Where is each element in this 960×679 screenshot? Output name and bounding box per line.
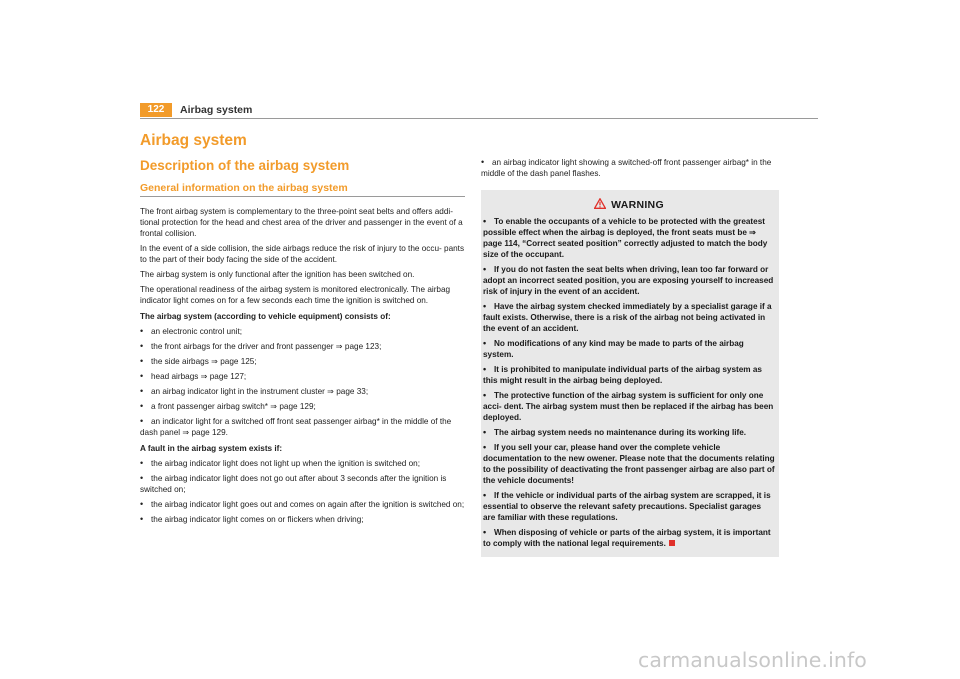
list-item: • the side airbags ⇒ page 125; xyxy=(140,356,257,366)
list-item: • the airbag indicator light does not go out after about 3 seconds after the ignition is switched on; xyxy=(140,473,447,494)
paragraph: The airbag system is only functional after the ignition has been switched on. xyxy=(140,270,415,279)
bullet-icon: • xyxy=(140,371,144,381)
list-item: • an airbag indicator light in the instrument cluster ⇒ page 33; xyxy=(140,386,369,396)
list-item: • the airbag indicator light comes on or flickers when driving; xyxy=(140,514,364,524)
warning-item: • Have the airbag system checked immediately by a specialist garage if a fault exists. Otherwise, there is a risk of the airbag not being activated in the event of an accident. xyxy=(483,301,772,333)
list-item: • a front passenger airbag switch* ⇒ page 129; xyxy=(140,401,316,411)
list-item: • an electronic control unit; xyxy=(140,326,243,336)
warning-item: • If you sell your car, please hand over the complete vehicle documentation to the new owener. Please note that the documents relating to the possibility of deactivating the front passenger airbag are also part of the vehicle documents! xyxy=(483,442,775,485)
paragraph: In the event of a side collision, the side airbags reduce the risk of injury to the occu- pants to the part of their body facing the side of the accident. xyxy=(140,244,465,264)
bullet-icon: • xyxy=(140,401,144,411)
list-item: • the front airbags for the driver and front passenger ⇒ page 123; xyxy=(140,341,382,351)
paragraph: The operational readiness of the airbag system is monitored electronically. The airbag indicator light comes on for a few seconds each time the ignition is switched on. xyxy=(140,285,451,305)
bullet-icon: • xyxy=(483,527,487,537)
warning-item: • If you do not fasten the seat belts when driving, lean too far forward or adopt an incorrect seated position, you are exposing yourself to increased risk of injury in the event of an accident. xyxy=(483,264,774,296)
list-item: • the airbag indicator light goes out and comes on again after the ignition is switched on; xyxy=(140,499,465,509)
warning-item: • To enable the occupants of a vehicle to be protected with the greatest possible effect when the airbag is deployed, the front seats must be ⇒ page 114, “Correct seated position” correctly adjusted to match the body size of the occupant. xyxy=(483,216,768,259)
bullet-icon: • xyxy=(483,301,487,311)
watermark: carmanualsonline.info xyxy=(638,648,867,672)
left-column xyxy=(140,131,465,525)
bullet-icon: • xyxy=(140,341,144,351)
subsection-title: General information on the airbag system xyxy=(140,181,465,197)
bullet-icon: • xyxy=(140,416,144,426)
list-item: • the airbag indicator light does not light up when the ignition is switched on; xyxy=(140,458,420,468)
bullet-icon: • xyxy=(483,338,487,348)
warning-item: • When disposing of vehicle or parts of the airbag system, it is important to comply with the national legal requirements. xyxy=(483,527,771,548)
header-divider xyxy=(140,118,818,119)
page-number: 122 xyxy=(140,103,172,117)
bullet-icon: • xyxy=(483,390,487,400)
bullet-icon: • xyxy=(140,514,144,524)
bullet-icon: • xyxy=(483,216,487,226)
warning-item: • It is prohibited to manipulate individual parts of the airbag system as this might result in the airbag being deployed. xyxy=(483,364,762,385)
bullet-icon: • xyxy=(481,157,485,167)
warning-box xyxy=(481,190,779,557)
list-item: • an airbag indicator light showing a switched-off front passenger airbag* in the middle of the dash panel flashes. xyxy=(481,157,772,178)
list-item: • head airbags ⇒ page 127; xyxy=(140,371,247,381)
bullet-icon: • xyxy=(483,427,487,437)
bullet-icon: • xyxy=(140,326,144,336)
bullet-icon: • xyxy=(140,458,144,468)
bullet-icon: • xyxy=(140,499,144,509)
bullet-icon: • xyxy=(140,356,144,366)
list-item: • an indicator light for a switched off front seat passenger airbag* in the middle of the dash panel ⇒ page 129. xyxy=(140,416,452,437)
end-marker-icon xyxy=(669,540,675,546)
section-title: Description of the airbag system xyxy=(140,158,350,173)
paragraph: The front airbag system is complementary to the three-point seat belts and offers addi- tional protection for the head and chest area of the driver and passenger in the event of a frontal collision. xyxy=(140,207,463,238)
chapter-title: Airbag system xyxy=(140,132,247,149)
warning-item: • If the vehicle or individual parts of the airbag system are scrapped, it is essential to observe the relevant safety precautions. Specialist garages are familiar with these regulations. xyxy=(483,490,771,522)
bullet-icon: • xyxy=(483,442,487,452)
warning-item: • The airbag system needs no maintenance during its working life. xyxy=(483,427,747,437)
list-heading: A fault in the airbag system exists if: xyxy=(140,444,283,453)
running-header: Airbag system xyxy=(180,104,253,116)
warning-item: • No modifications of any kind may be made to parts of the airbag system. xyxy=(483,338,744,359)
bullet-icon: • xyxy=(140,473,144,483)
list-heading: The airbag system (according to vehicle equipment) consists of: xyxy=(140,312,391,321)
warning-item: • The protective function of the airbag system is sufficient for only one acci- dent. The airbag system must then be replaced if the airbag has been deployed. xyxy=(483,390,774,422)
warning-triangle-icon xyxy=(594,198,606,212)
bullet-icon: • xyxy=(483,264,487,274)
bullet-icon: • xyxy=(483,364,487,374)
right-column xyxy=(481,157,779,557)
warning-header xyxy=(483,198,775,212)
bullet-icon: • xyxy=(483,490,487,500)
bullet-icon: • xyxy=(140,386,144,396)
warning-title: WARNING xyxy=(611,199,664,211)
